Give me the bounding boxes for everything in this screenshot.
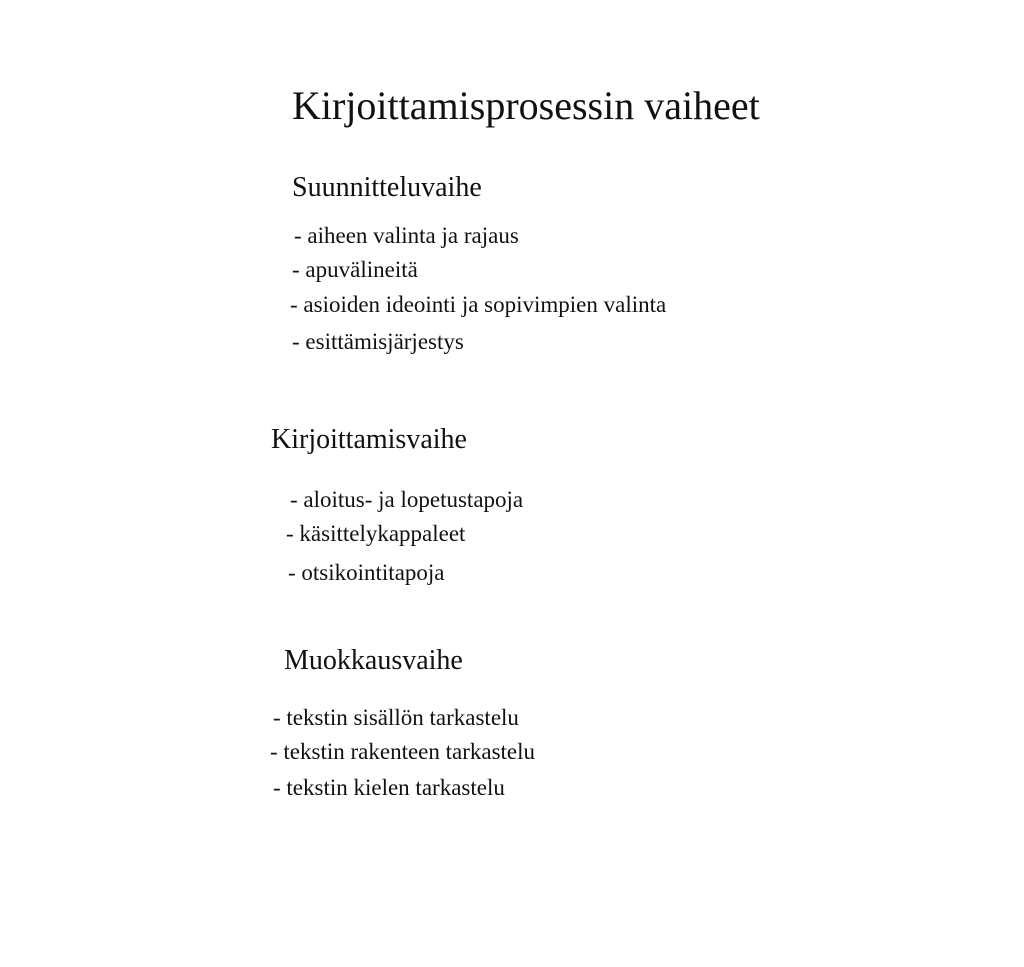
list-item: - aloitus- ja lopetustapoja <box>290 487 524 512</box>
section-heading-editing: Muokkausvaihe <box>284 645 463 676</box>
section-heading-planning: Suunnitteluvaihe <box>292 172 482 203</box>
list-item: - aiheen valinta ja rajaus <box>294 223 519 248</box>
list-item: - esittämisjärjestys <box>292 329 464 354</box>
section-heading-writing: Kirjoittamisvaihe <box>271 424 467 455</box>
list-item: - asioiden ideointi ja sopivimpien valinta <box>290 292 667 317</box>
list-item: - apuvälineitä <box>292 257 418 282</box>
list-item: - tekstin rakenteen tarkastelu <box>270 739 536 764</box>
list-item: - käsittelykappaleet <box>286 521 466 546</box>
list-item: - tekstin sisällön tarkastelu <box>273 705 519 730</box>
page-title: Kirjoittamisprosessin vaiheet <box>292 83 760 128</box>
list-item: - tekstin kielen tarkastelu <box>273 775 505 800</box>
list-item: - otsikointitapoja <box>288 560 445 585</box>
